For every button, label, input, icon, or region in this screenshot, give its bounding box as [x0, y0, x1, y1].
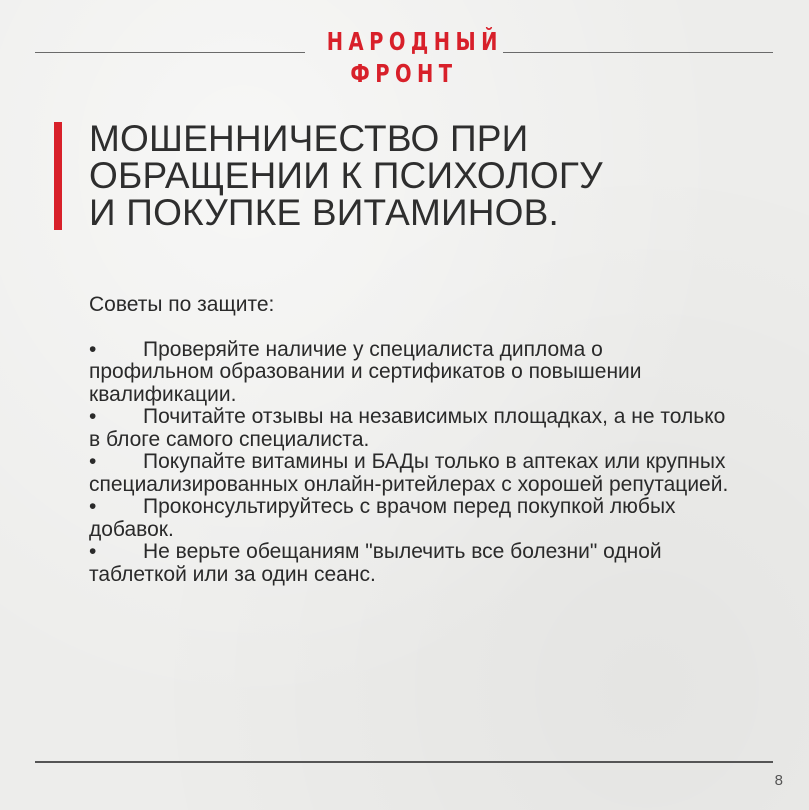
page-title	[89, 120, 729, 231]
tips-section	[89, 294, 729, 586]
bullet-icon: •	[89, 405, 97, 428]
logo	[326, 26, 503, 90]
tip-text: Проверяйте наличие у специалиста диплома о профильном образовании и сертификатов о повышении квалификации.	[89, 337, 642, 406]
tips-list	[89, 339, 729, 587]
tips-intro: Советы по защите:	[89, 293, 275, 316]
footer-divider	[35, 761, 773, 763]
bullet-icon: •	[89, 495, 97, 518]
list-item	[89, 451, 729, 496]
logo-line-1: НАРОДНЫЙ	[326, 27, 503, 56]
logo-line-2: ФРОНТ	[350, 59, 458, 88]
list-item	[89, 339, 729, 407]
header-divider-left	[35, 52, 305, 53]
title-line: И ПОКУПКЕ ВИТАМИНОВ.	[89, 192, 560, 233]
page-number: 8	[774, 772, 783, 789]
list-item	[89, 406, 729, 451]
title-line: ОБРАЩЕНИИ К ПСИХОЛОГУ	[89, 155, 603, 196]
title-accent-bar	[54, 122, 62, 230]
tip-text: Не верьте обещаниям "вылечить все болезни" одной таблеткой или за один сеанс.	[89, 540, 662, 586]
tip-text: Почитайте отзывы на независимых площадках, а не только в блоге самого специалиста.	[89, 405, 726, 451]
bullet-icon: •	[89, 450, 97, 473]
bullet-icon: •	[89, 540, 97, 563]
list-item	[89, 541, 729, 586]
tip-text: Проконсультируйтесь с врачом перед покупкой любых добавок.	[89, 495, 676, 541]
list-item	[89, 496, 729, 541]
tip-text: Покупайте витамины и БАДы только в аптеках или крупных специализированных онлайн-ритейлерах с хорошей репутацией.	[89, 450, 729, 496]
bullet-icon: •	[89, 337, 97, 361]
header-divider-right	[503, 52, 773, 53]
title-line: МОШЕННИЧЕСТВО ПРИ	[89, 118, 529, 159]
